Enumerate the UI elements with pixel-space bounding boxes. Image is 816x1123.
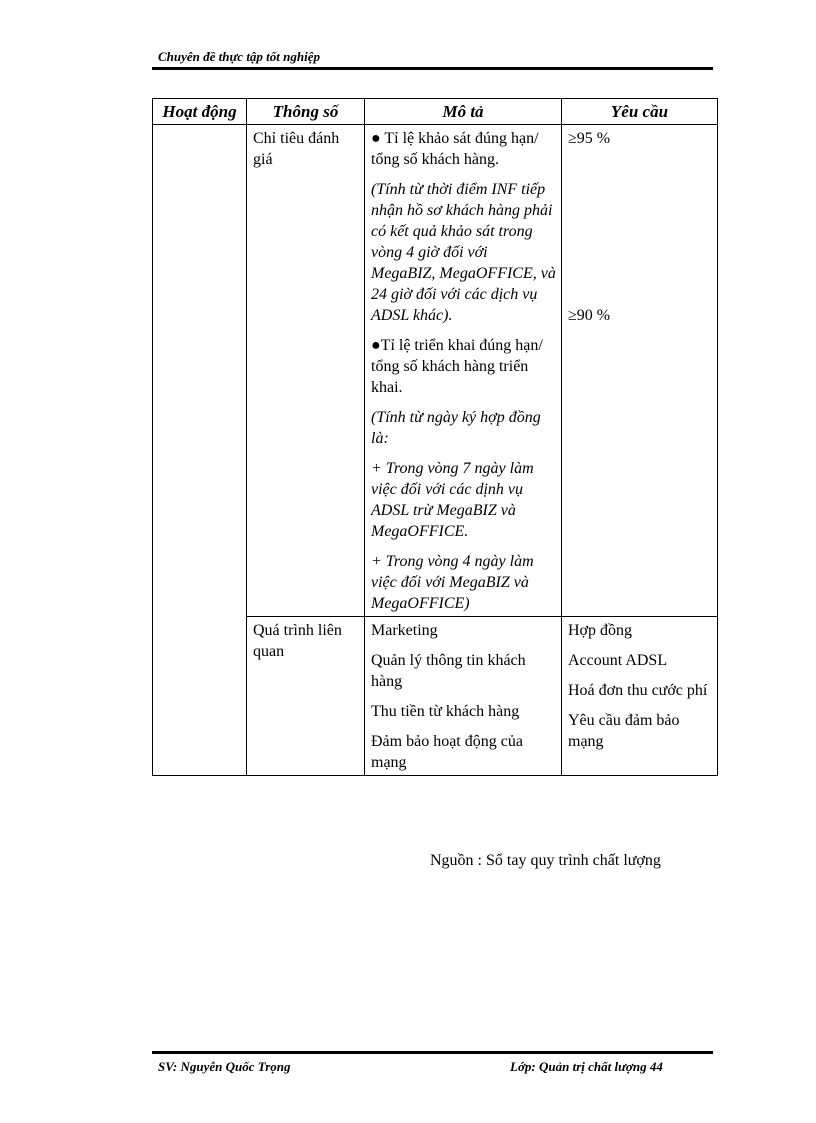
parameter-cell: Quá trình liên quan bbox=[247, 617, 365, 776]
column-header-activity: Hoạt động bbox=[153, 99, 247, 125]
requirement-value: Yêu cầu đảm bảo mạng bbox=[568, 712, 680, 750]
description-item: (Tính từ ngày ký hợp đồng là: bbox=[371, 409, 541, 447]
table-header-row bbox=[153, 99, 718, 125]
quality-table bbox=[152, 98, 718, 776]
description-item: ● Tỉ lệ khảo sát đúng hạn/ tổng số khách hàng. bbox=[371, 130, 539, 168]
parameter-cell: Chỉ tiêu đánh giá bbox=[247, 125, 365, 617]
requirement-value: Hoá đơn thu cước phí bbox=[568, 682, 708, 699]
table-row bbox=[153, 125, 718, 617]
requirement-value: Account ADSL bbox=[568, 652, 668, 669]
footer-divider bbox=[152, 1051, 713, 1054]
description-item: Thu tiền từ khách hàng bbox=[371, 703, 520, 720]
requirement-value: ≥90 % bbox=[568, 307, 611, 324]
column-header-requirement: Yêu cầu bbox=[562, 99, 718, 125]
description-item: + Trong vòng 4 ngày làm việc đối với MegaBIZ và MegaOFFICE) bbox=[371, 553, 534, 612]
description-item: (Tính từ thời điểm INF tiếp nhận hồ sơ khách hàng phải có kết quả khảo sát trong vòng 4 giờ đối với MegaBIZ, MegaOFFICE, và 24 giờ đối với các dịch vụ ADSL khác). bbox=[371, 181, 556, 324]
header-divider bbox=[152, 67, 713, 70]
description-item: ●Tỉ lệ triển khai đúng hạn/ tổng số khách hàng triển khai. bbox=[371, 337, 543, 396]
description-item: Marketing bbox=[371, 622, 438, 639]
description-item: Quản lý thông tin khách hàng bbox=[371, 652, 526, 690]
footer-class: Lớp: Quản trị chất lượng 44 bbox=[510, 1059, 663, 1074]
description-item: + Trong vòng 7 ngày làm việc đối với các dịnh vụ ADSL trừ MegaBIZ và MegaOFFICE. bbox=[371, 460, 534, 540]
footer-author: SV: Nguyễn Quốc Trọng bbox=[158, 1059, 291, 1074]
column-header-description: Mô tả bbox=[365, 99, 562, 125]
source-note: Nguồn : Sổ tay quy trình chất lượng bbox=[430, 852, 661, 869]
requirement-value: ≥95 % bbox=[568, 130, 611, 147]
requirement-cell bbox=[562, 617, 718, 776]
column-header-parameter: Thông số bbox=[247, 99, 365, 125]
page-header-title: Chuyên đề thực tập tốt nghiệp bbox=[158, 49, 320, 64]
description-cell bbox=[365, 125, 562, 617]
requirement-value: Hợp đồng bbox=[568, 622, 633, 639]
description-cell bbox=[365, 617, 562, 776]
activity-cell bbox=[153, 125, 247, 776]
requirement-spacer bbox=[568, 149, 712, 305]
requirement-cell bbox=[562, 125, 718, 617]
description-item: Đảm bảo hoạt động của mạng bbox=[371, 733, 523, 771]
